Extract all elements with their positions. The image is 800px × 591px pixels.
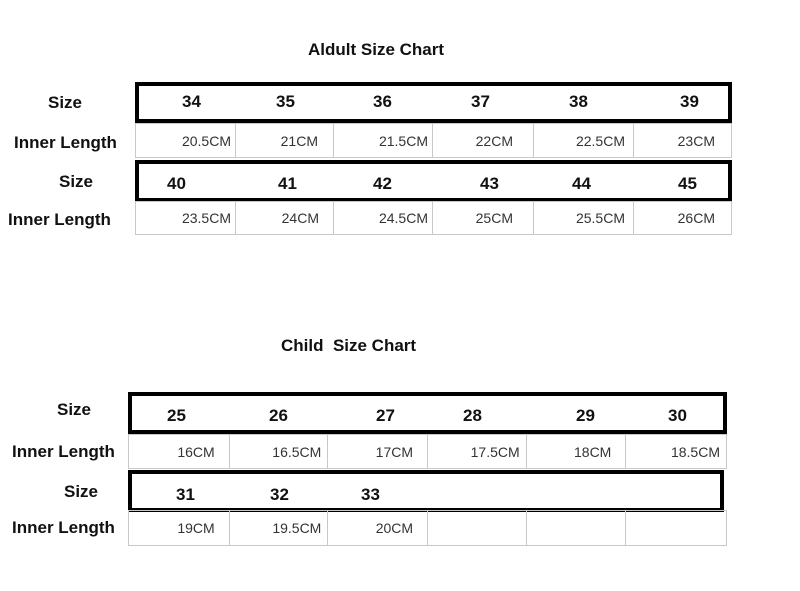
- child-chart-title: Child Size Chart: [281, 336, 417, 355]
- child-size-30: 30: [668, 406, 687, 425]
- child-length-label-2: Inner Length: [12, 518, 115, 537]
- adult-size-label-1: Size: [48, 93, 83, 112]
- adult-length-cell: 21CM: [236, 124, 334, 157]
- child-length-cell: 18.5CM: [670, 443, 720, 460]
- adult-chart-title: Aldult Size Chart: [308, 40, 445, 59]
- adult-length-label-2: Inner Length: [8, 210, 111, 229]
- adult-length-cell: 24.5CM: [334, 202, 433, 234]
- child-length-cell: 18CM: [527, 435, 627, 468]
- child-length-cell: 19CM: [129, 511, 230, 545]
- child-size-25: 25: [167, 406, 186, 425]
- adult-size-36: 36: [373, 92, 392, 111]
- child-length-label-1: Inner Length: [12, 442, 115, 461]
- adult-size-label-2: Size: [59, 172, 94, 191]
- child-size-29: 29: [576, 406, 595, 425]
- child-size-26: 26: [269, 406, 288, 425]
- child-length-row-1: [128, 434, 727, 469]
- adult-length-cell: 23.5CM: [136, 202, 236, 234]
- adult-size-42: 42: [373, 174, 392, 193]
- child-length-cell: [527, 511, 627, 545]
- child-length-cell: 19.5CM: [230, 511, 329, 545]
- adult-length-cell: 25CM: [433, 202, 534, 234]
- adult-size-43: 43: [480, 174, 499, 193]
- child-size-label-1: Size: [57, 400, 92, 419]
- adult-length-cell: 22.5CM: [534, 124, 634, 157]
- adult-size-row-2: [135, 160, 732, 202]
- adult-length-cell: 26CM: [677, 210, 715, 226]
- adult-length-cell: 22CM: [433, 124, 534, 157]
- child-size-31: 31: [176, 485, 195, 504]
- child-size-33: 33: [361, 485, 380, 504]
- adult-size-38: 38: [569, 92, 588, 111]
- adult-length-cell: 21.5CM: [334, 124, 433, 157]
- adult-size-34: 34: [182, 92, 201, 111]
- adult-length-cell: 23CM: [677, 132, 715, 149]
- adult-size-44: 44: [572, 174, 591, 193]
- child-length-cell: 16CM: [129, 435, 230, 468]
- adult-length-row-2: [135, 201, 732, 235]
- adult-size-35: 35: [276, 92, 295, 111]
- child-size-28: 28: [463, 406, 482, 425]
- adult-size-40: 40: [167, 174, 186, 193]
- adult-length-cell: 25.5CM: [534, 202, 634, 234]
- child-length-cell: [626, 511, 726, 545]
- child-length-row-2: [128, 510, 727, 546]
- adult-size-37: 37: [471, 92, 490, 111]
- adult-length-label-1: Inner Length: [14, 133, 117, 152]
- adult-size-row-1: [135, 82, 732, 123]
- child-length-cell: 20CM: [328, 511, 428, 545]
- child-size-row-1: [128, 392, 727, 434]
- child-length-cell: [428, 511, 527, 545]
- child-length-cell: 17.5CM: [428, 435, 527, 468]
- adult-length-cell: 24CM: [236, 202, 334, 234]
- adult-size-41: 41: [278, 174, 297, 193]
- adult-size-39: 39: [680, 92, 699, 111]
- child-size-label-2: Size: [64, 482, 99, 501]
- adult-size-45: 45: [678, 174, 697, 193]
- child-length-cell: 16.5CM: [230, 435, 329, 468]
- adult-length-row-1: [135, 123, 732, 158]
- child-size-row-2: [128, 470, 724, 512]
- child-length-cell: 17CM: [328, 435, 428, 468]
- child-size-32: 32: [270, 485, 289, 504]
- adult-length-cell: 20.5CM: [136, 124, 236, 157]
- child-size-27: 27: [376, 406, 395, 425]
